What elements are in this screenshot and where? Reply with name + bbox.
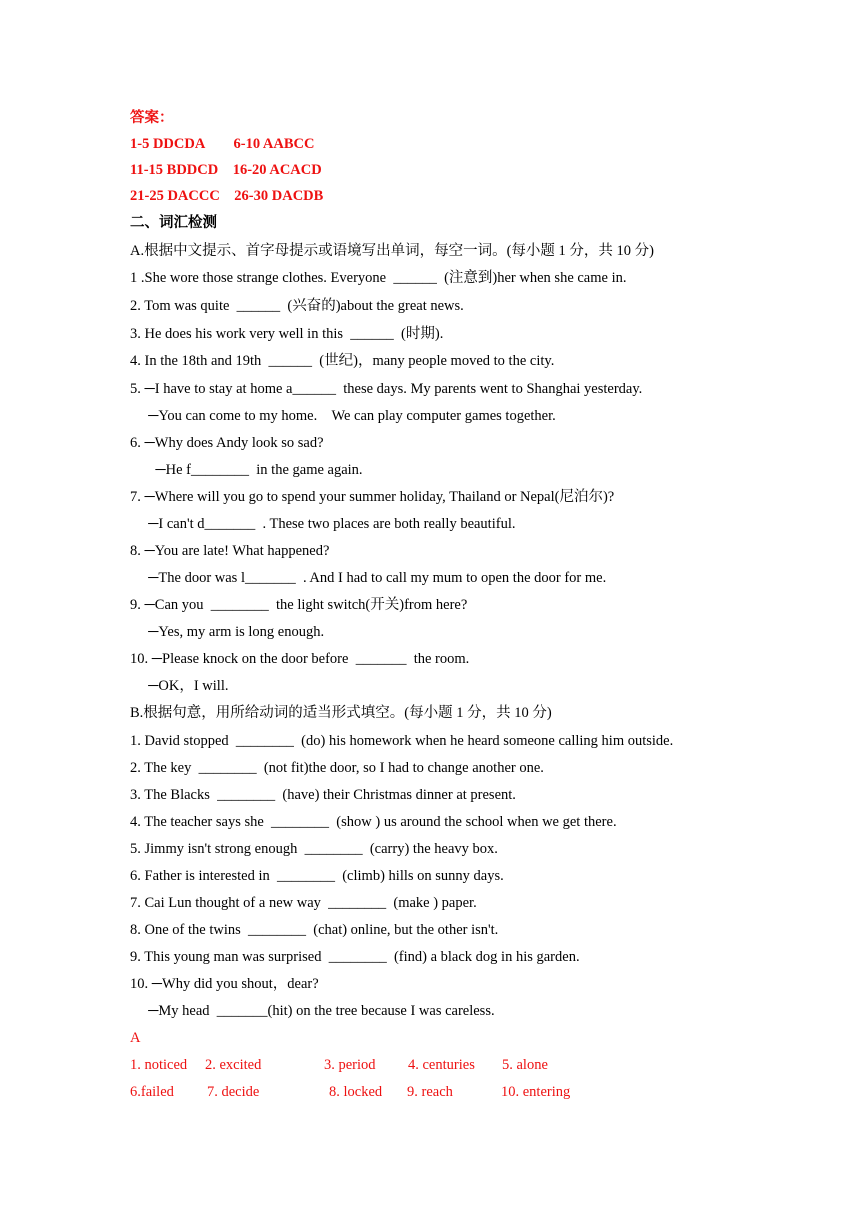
answer-heading: 答案：	[130, 110, 174, 126]
part-a-item: 5. ─I have to stay at home a______ these days. My parents went to Shanghai yesterday.	[130, 381, 643, 397]
part-a-item: 9. ─Can you ________ the light switch(开关)from here?	[130, 597, 468, 613]
answer-item: 8. locked	[329, 1084, 383, 1100]
part-b-item: 4. The teacher says she ________ (show ) us around the school when we get there.	[130, 814, 617, 830]
part-b-item: 10. ─Why did you shout，dear?	[130, 976, 319, 992]
part-a-instruction: A.根据中文提示、首字母提示或语境写出单词，每空一词。(每小题 1 分，共 10 分)	[130, 243, 655, 259]
answer-item: 6.failed	[130, 1084, 174, 1100]
part-a-item: 10. ─Please knock on the door before _______ the room.	[130, 651, 470, 667]
part-a-item: 8. ─You are late! What happened?	[130, 543, 330, 559]
answer-item: 9. reach	[407, 1084, 453, 1100]
part-a-item: ─I can't d_______ . These two places are both really beautiful.	[130, 516, 516, 532]
part-a-item: ─OK，I will.	[130, 678, 229, 694]
answer-item: 10. entering	[501, 1084, 571, 1100]
part-b-item: ─My head _______(hit) on the tree because I was careless.	[130, 1003, 495, 1019]
part-b-item: 6. Father is interested in ________ (climb) hills on sunny days.	[130, 868, 504, 884]
part-a-item: 7. ─Where will you go to spend your summer holiday, Thailand or Nepal(尼泊尔)?	[130, 489, 615, 505]
part-b-instruction: B.根据句意，用所给动词的适当形式填空。(每小题 1 分，共 10 分)	[130, 705, 552, 721]
part-b-item: 3. The Blacks ________ (have) their Christmas dinner at present.	[130, 787, 516, 803]
part-a-item: 4. In the 18th and 19th ______ (世纪)，many people moved to the city.	[130, 353, 555, 369]
answer-line-3: 21-25 DACCC 26-30 DACDB	[130, 188, 324, 204]
part-a-item: ─Yes, my arm is long enough.	[130, 624, 325, 640]
answer-key-label: A	[130, 1030, 141, 1046]
part-a-item: 1 .She wore those strange clothes. Everyone ______ (注意到)her when she came in.	[130, 270, 627, 286]
part-a-item: 2. Tom was quite ______ (兴奋的)about the great news.	[130, 298, 464, 314]
part-b-item: 2. The key ________ (not fit)the door, so I had to change another one.	[130, 760, 544, 776]
answer-line-1: 1-5 DDCDA 6-10 AABCC	[130, 136, 315, 152]
part-b-item: 8. One of the twins ________ (chat) online, but the other isn't.	[130, 922, 499, 938]
part-b-item: 1. David stopped ________ (do) his homework when he heard someone calling him outside.	[130, 733, 674, 749]
answer-item: 1. noticed	[130, 1057, 188, 1073]
answer-item: 3. period	[324, 1057, 376, 1073]
answer-item: 2. excited	[205, 1057, 262, 1073]
part-b-item: 9. This young man was surprised ________ (find) a black dog in his garden.	[130, 949, 580, 965]
answer-item: 7. decide	[207, 1084, 260, 1100]
part-b-item: 5. Jimmy isn't strong enough ________ (carry) the heavy box.	[130, 841, 498, 857]
part-a-item: ─The door was l_______ . And I had to call my mum to open the door for me.	[130, 570, 607, 586]
answer-line-2: 11-15 BDDCD 16-20 ACACD	[130, 162, 322, 178]
part-a-item: ─He f________ in the game again.	[130, 462, 363, 478]
part-b-item: 7. Cai Lun thought of a new way ________ (make ) paper.	[130, 895, 477, 911]
part-a-item: 3. He does his work very well in this ______ (时期).	[130, 326, 444, 342]
section-title: 二、词汇检测	[130, 215, 217, 231]
part-a-item: 6. ─Why does Andy look so sad?	[130, 435, 324, 451]
answer-item: 4. centuries	[408, 1057, 475, 1073]
answer-item: 5. alone	[502, 1057, 548, 1073]
part-a-item: ─You can come to my home. We can play computer games together.	[130, 408, 556, 424]
